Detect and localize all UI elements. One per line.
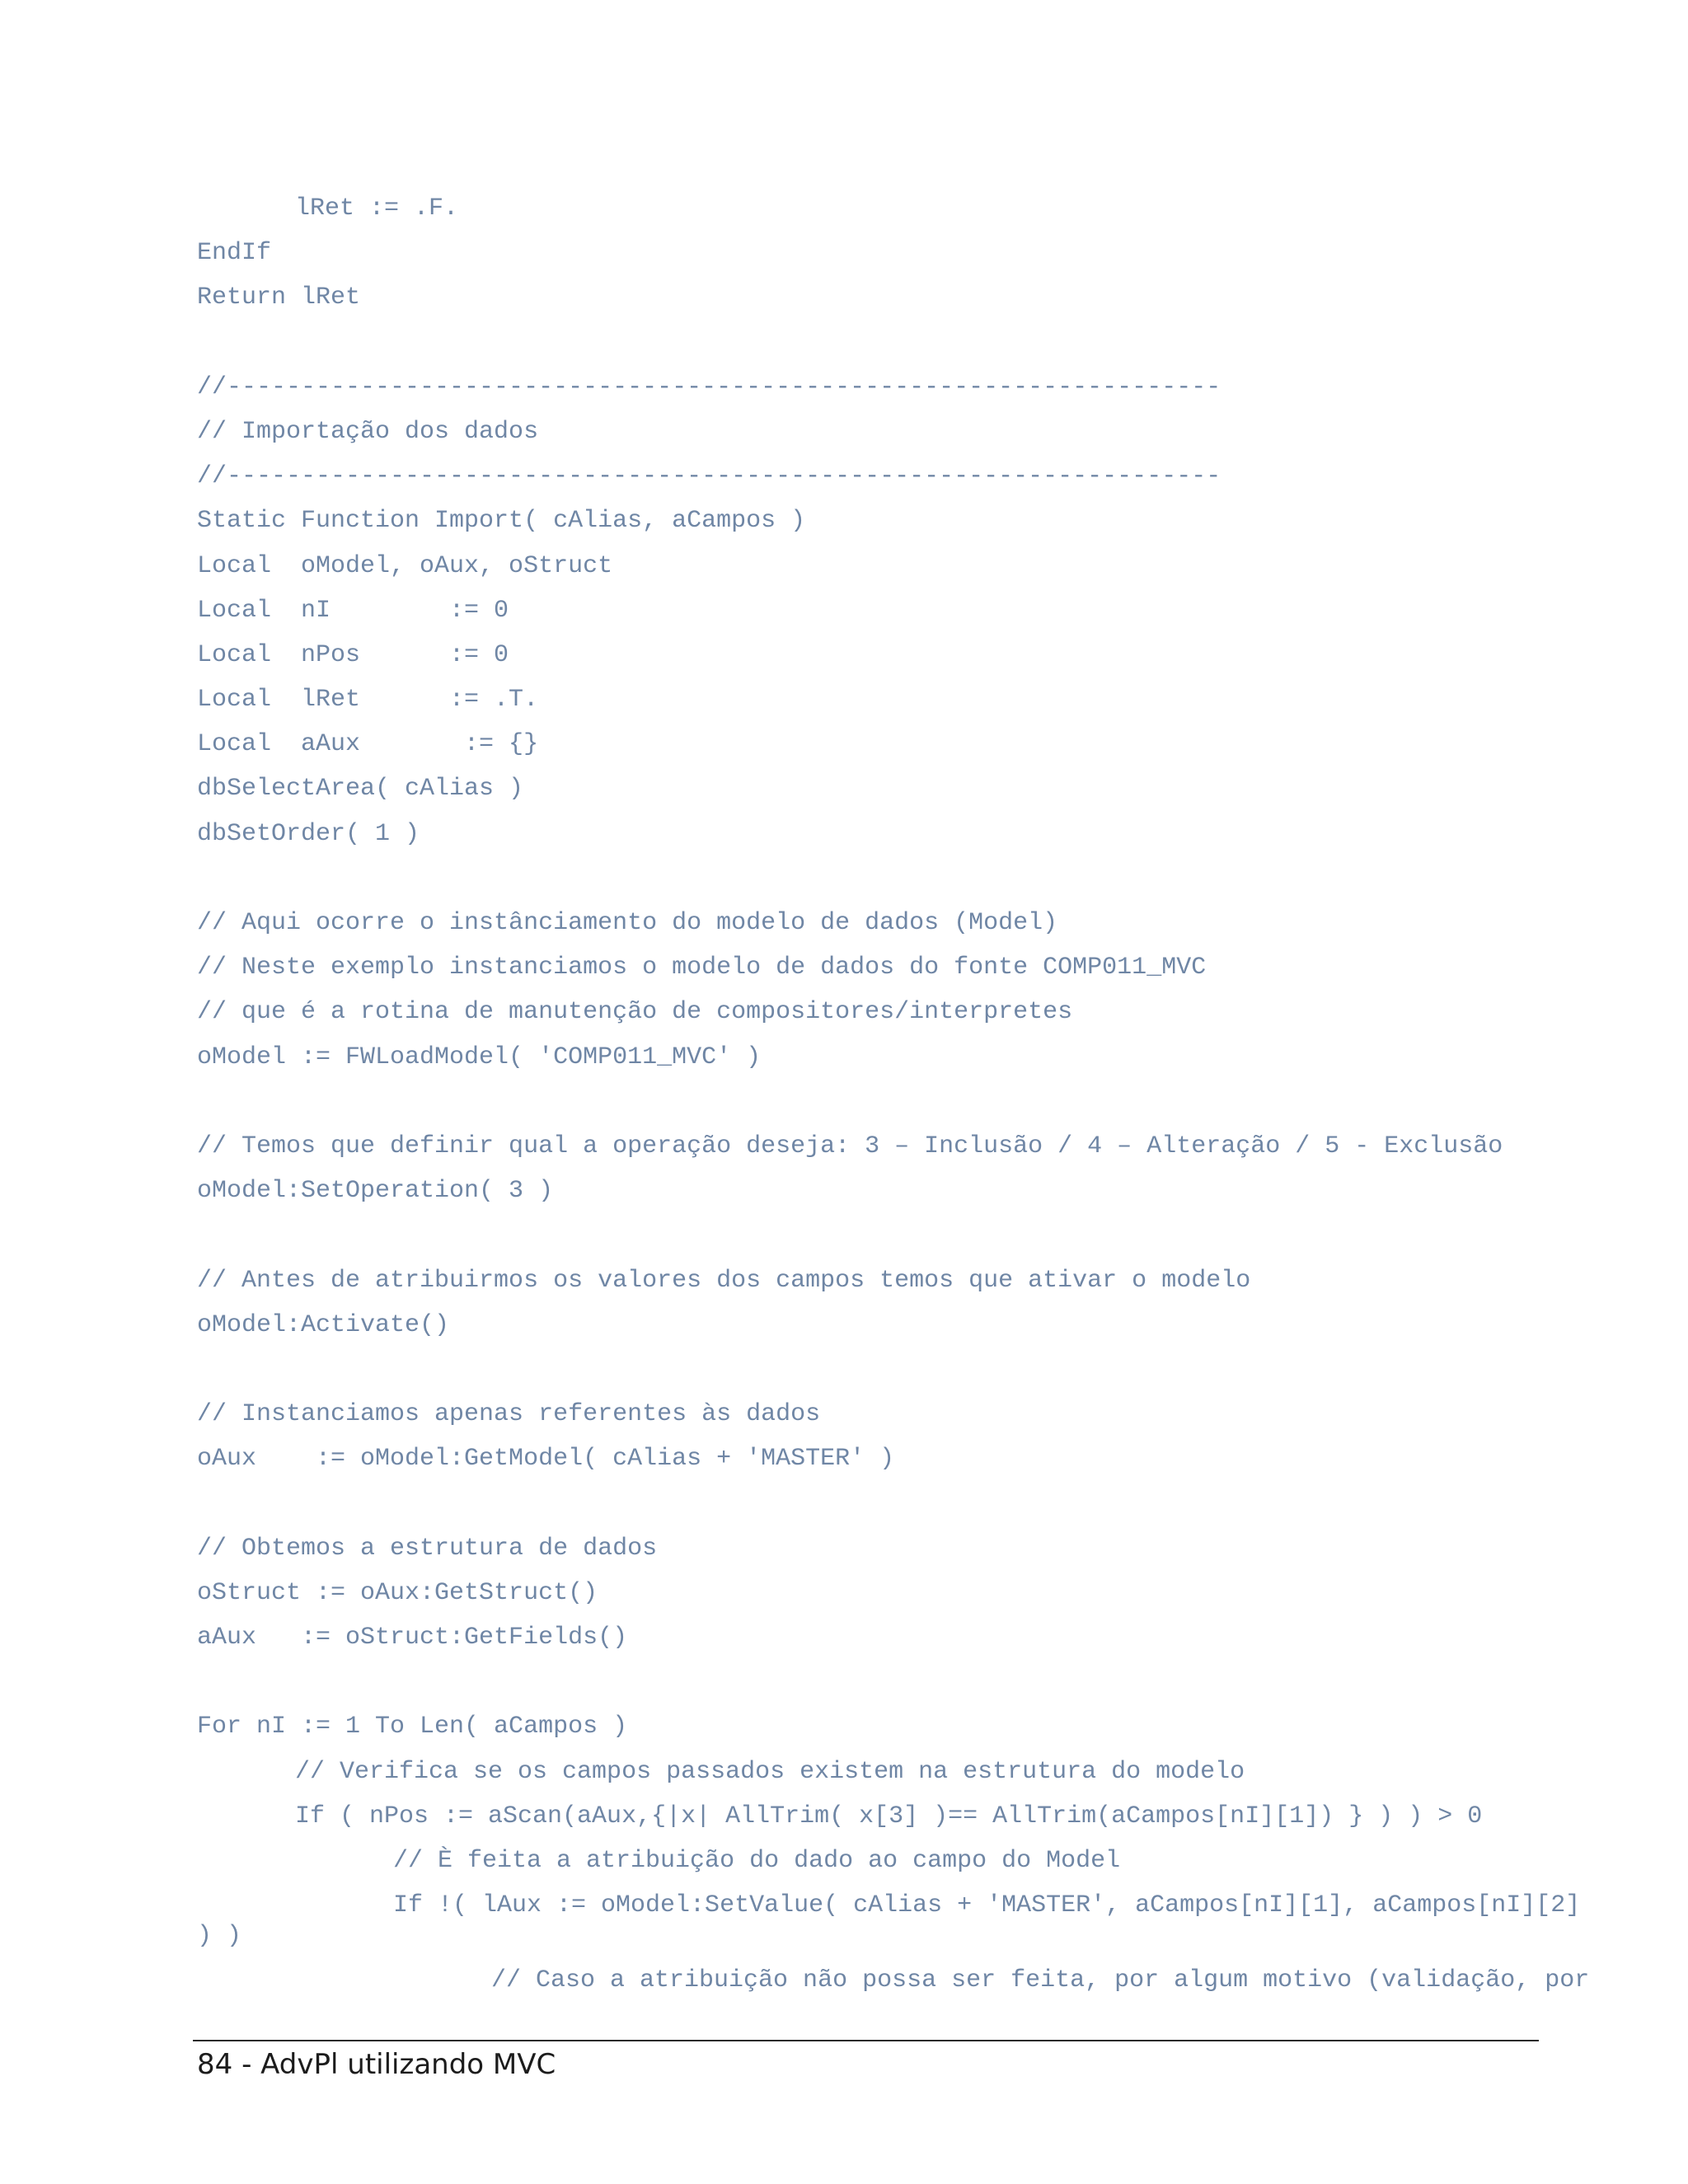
blank-line [197, 864, 1589, 894]
code-line: Local nI := 0 [197, 596, 509, 625]
code-line: oStruct := oAux:GetStruct() [197, 1578, 598, 1607]
code-listing [197, 194, 1589, 2011]
code-line: oModel:Activate() [197, 1310, 450, 1339]
code-comment: // Verifica se os campos passados existem na estrutura do modelo [295, 1757, 1245, 1786]
code-comment: // Instanciamos apenas referentes às dados [197, 1400, 821, 1429]
code-line: Local nPos := 0 [197, 640, 509, 669]
code-comment: // Neste exemplo instanciamos o modelo de dados do fonte COMP011_MVC [197, 954, 1207, 982]
code-line: If ( nPos := aScan(aAux,{|x| AllTrim( x[3] )== AllTrim(aCampos[nI][1]) } ) ) > 0 [295, 1802, 1483, 1830]
code-line: oModel := FWLoadModel( 'COMP011_MVC' ) [197, 1043, 762, 1071]
code-comment: // que é a rotina de manutenção de compositores/interpretes [197, 998, 1073, 1027]
code-line: oModel:SetOperation( 3 ) [197, 1177, 554, 1206]
blank-line [197, 1667, 1589, 1698]
code-line: Local aAux := {} [197, 730, 539, 759]
code-line: dbSelectArea( cAlias ) [197, 775, 524, 804]
blank-line [197, 1355, 1589, 1385]
code-line: aAux := oStruct:GetFields() [197, 1624, 628, 1652]
separator-comment: //------------------------------------------------------------------- [197, 373, 1221, 401]
code-comment: // Antes de atribuirmos os valores dos campos temos que ativar o modelo [197, 1266, 1251, 1295]
page-footer-title: 84 - AdvPl utilizando MVC [197, 2048, 556, 2081]
code-line: oAux := oModel:GetModel( cAlias + 'MASTER' ) [197, 1445, 895, 1474]
blank-line [197, 1221, 1589, 1251]
code-line: EndIf [197, 239, 272, 268]
blank-line [197, 328, 1589, 359]
blank-line [197, 1488, 1589, 1519]
code-comment: // Obtemos a estrutura de dados [197, 1534, 658, 1563]
function-declaration: Static Function Import( cAlias, aCampos ) [197, 507, 806, 536]
code-line: Return lRet [197, 284, 361, 312]
section-comment: // Importação dos dados [197, 417, 539, 446]
code-line: For nI := 1 To Len( aCampos ) [197, 1713, 628, 1741]
code-comment: // Temos que definir qual a operação deseja: 3 – Inclusão / 4 – Alteração / 5 - Exclusão [197, 1132, 1503, 1160]
code-line: dbSetOrder( 1 ) [197, 819, 420, 848]
code-line: Local oModel, oAux, oStruct [197, 551, 613, 580]
code-comment: // Caso a atribuição não possa ser feita, por algum motivo (validação, por [491, 1966, 1590, 1995]
separator-comment: //------------------------------------------------------------------- [197, 462, 1221, 491]
code-comment: // È feita a atribuição do dado ao campo do Model [393, 1846, 1121, 1875]
footer-rule [193, 2040, 1539, 2041]
code-line: Local lRet := .T. [197, 686, 539, 715]
blank-line [197, 1087, 1589, 1118]
code-line: lRet := .F. [295, 194, 459, 223]
code-comment: // Aqui ocorre o instânciamento do modelo de dados (Model) [197, 909, 1058, 937]
code-line-wrapped [197, 1891, 1589, 1952]
code-line-part: If !( lAux := oModel:SetValue( cAlias + 'MASTER', aCampos[nI][1], aCampos[nI][2] [393, 1891, 1581, 1920]
code-line-continuation: ) ) [197, 1922, 242, 1951]
